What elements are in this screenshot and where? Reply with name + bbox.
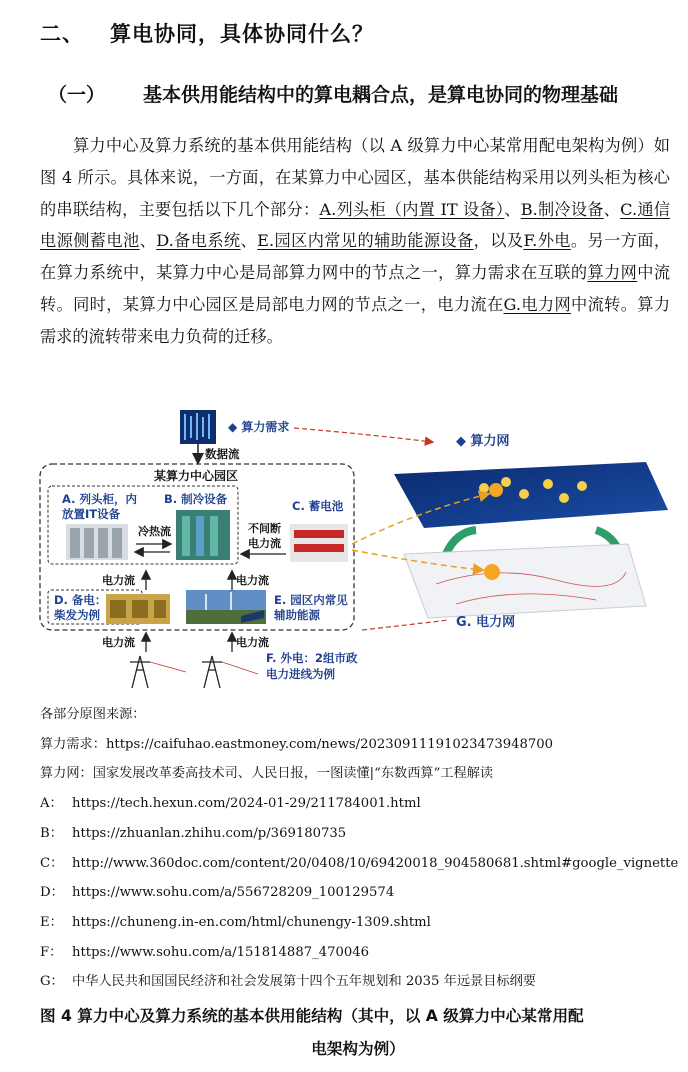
power-flow-label-f2: 电力流 — [236, 636, 269, 649]
source-value: https://www.sohu.com/a/151814887_470046 — [72, 944, 370, 960]
renewable-image — [186, 590, 266, 624]
source-row — [40, 938, 680, 968]
source-key: D： — [40, 885, 64, 901]
a-label-2: 放置IT设备 — [62, 507, 121, 521]
a-label-1: A. 列头柜，内 — [62, 492, 137, 506]
section-heading — [40, 18, 374, 48]
source-row — [40, 759, 680, 789]
cold-hot-flow-label: 冷热流 — [138, 525, 171, 538]
source-row — [40, 849, 680, 879]
compute-demand-image — [180, 410, 216, 444]
section-number: 二、 — [40, 22, 84, 46]
source-value: https://chuneng.in-en.com/html/chunengy-1309.shtml — [72, 914, 431, 930]
source-row — [40, 908, 680, 938]
power-flow-label-f1: 电力流 — [102, 636, 135, 649]
item-a-link: A.列头柜（内置 IT 设备） — [319, 199, 505, 219]
rack-image — [66, 524, 128, 560]
grid-link — [362, 620, 448, 630]
caption-line-2: 电架构为例） — [311, 1040, 405, 1058]
figure-caption — [40, 1000, 676, 1066]
source-row — [40, 819, 680, 849]
source-key: G： — [40, 974, 64, 990]
subsection-number: （一） — [48, 84, 106, 106]
source-row — [40, 967, 680, 997]
data-flow-label: 数据流 — [205, 447, 240, 461]
generator-image — [106, 594, 170, 624]
source-value: https://caifuhao.eastmoney.com/news/20230911191023473948700 — [105, 736, 554, 752]
grid-label: G. 电力网 — [456, 615, 516, 630]
section-title: 算电协同，具体协同什么？ — [110, 22, 374, 46]
sources-heading: 各部分原图来源： — [40, 707, 146, 722]
source-value: http://www.360doc.com/content/20/0408/10/69420018_904580681.shtml#google_vignette — [72, 855, 679, 871]
cooling-image — [176, 510, 230, 560]
item-f-link: F.外电 — [523, 231, 571, 251]
power-lines — [150, 662, 258, 674]
source-key: A： — [40, 796, 63, 812]
f-label-2: 电力进线为例 — [266, 667, 335, 681]
battery-image — [290, 524, 348, 562]
grid-node-highlight — [484, 564, 500, 580]
para-text-2: ，以及 — [473, 231, 524, 251]
item-b-link: B.制冷设备 — [520, 199, 604, 219]
d-label-2: 柴发为例 — [54, 608, 100, 622]
para-text-3: 。另一方面，在算力系统中，某算力中心是局部算力网中的节点之一，算力需求在互联的 — [40, 231, 671, 283]
power-flow-label-e: 电力流 — [236, 574, 269, 587]
item-e-link: E.园区内常见的辅助能源设备 — [257, 231, 474, 251]
uninterrupted-label-1: 不间断 — [248, 522, 281, 535]
subsection-title: 基本供用能结构中的算电耦合点，是算电协同的物理基础 — [143, 84, 619, 106]
item-d-link: D.备电系统 — [156, 231, 241, 251]
para-text-1: 算力中心及算力系统的基本供用能结构（以 A 级算力中心某常用配电架构为例）如图 4 所示。具体来说，一方面，在某算力中心园区，基本供能结构采用以列头柜为核心的串联结构，主要包括以下几个部分： — [40, 136, 670, 219]
source-key: 算力需求： — [40, 736, 106, 752]
source-key: F： — [40, 944, 63, 960]
green-arrow-up — [446, 530, 476, 554]
demand-label: ◆ 算力需求 — [228, 420, 290, 434]
para-sep: 、 — [603, 199, 621, 219]
pylon-icon — [130, 656, 150, 688]
figure-4-diagram — [36, 404, 676, 694]
source-row — [40, 730, 680, 760]
compute-net-label: ◆ 算力网 — [456, 434, 510, 449]
source-row — [40, 789, 680, 819]
para-sep: 、 — [504, 199, 521, 219]
source-key: E： — [40, 914, 63, 930]
image-sources — [40, 700, 680, 997]
compute-net-map — [394, 462, 668, 528]
source-value: 中华人民共和国国民经济和社会发展第十四个五年规划和 2035 年远景目标纲要 — [72, 974, 536, 990]
source-value: https://tech.hexun.com/2024-01-29/211784001.html — [72, 796, 421, 812]
compute-net-link: 算力网 — [587, 263, 638, 283]
d-label-1: D. 备电： — [54, 593, 107, 607]
subsection-heading — [48, 80, 618, 107]
source-value: 国家发展改革委高技术司、人民日报，一图读懂|“东数西算”工程解读 — [92, 766, 494, 782]
source-key: C： — [40, 855, 64, 871]
para-sep: 、 — [240, 231, 258, 251]
net-node-highlight — [489, 483, 503, 497]
c-label: C. 蓄电池 — [292, 499, 344, 513]
caption-line-1: 图 4 算力中心及算力系统的基本供用能结构（其中，以 A 级算力中心某常用配 — [40, 1007, 584, 1025]
b-label: B. 制冷设备 — [164, 492, 228, 506]
para-sep: 、 — [139, 231, 157, 251]
para-text-4: 中流转。同时，某算力中心园区是局部电力网的节点之一，电力流在 — [40, 263, 671, 314]
park-title: 某算力中心园区 — [154, 469, 239, 483]
source-value: https://zhuanlan.zhihu.com/p/369180735 — [72, 825, 347, 841]
body-paragraph — [40, 130, 670, 353]
source-value: https://www.sohu.com/a/556728209_100129574 — [72, 885, 395, 901]
para-text-5: 中流转。算力需求的流转带来电力负荷的迁移。 — [40, 294, 671, 346]
e-label-1: E. 园区内常见 — [274, 593, 348, 607]
power-flow-label-d: 电力流 — [102, 574, 135, 587]
e-label-2: 辅助能源 — [274, 608, 320, 622]
demand-to-net-arrow — [294, 428, 432, 442]
pylon-icon — [202, 656, 222, 688]
item-g-link: G.电力网 — [503, 294, 572, 314]
f-label-1: F. 外电：2组市政 — [266, 651, 358, 665]
item-c-link: C.通信电源侧蓄电池 — [40, 199, 670, 251]
source-key: 算力网： — [40, 766, 93, 782]
source-key: B： — [40, 825, 63, 841]
source-row — [40, 878, 680, 908]
power-grid-map — [404, 544, 646, 618]
uninterrupted-label-2: 电力流 — [248, 537, 281, 550]
